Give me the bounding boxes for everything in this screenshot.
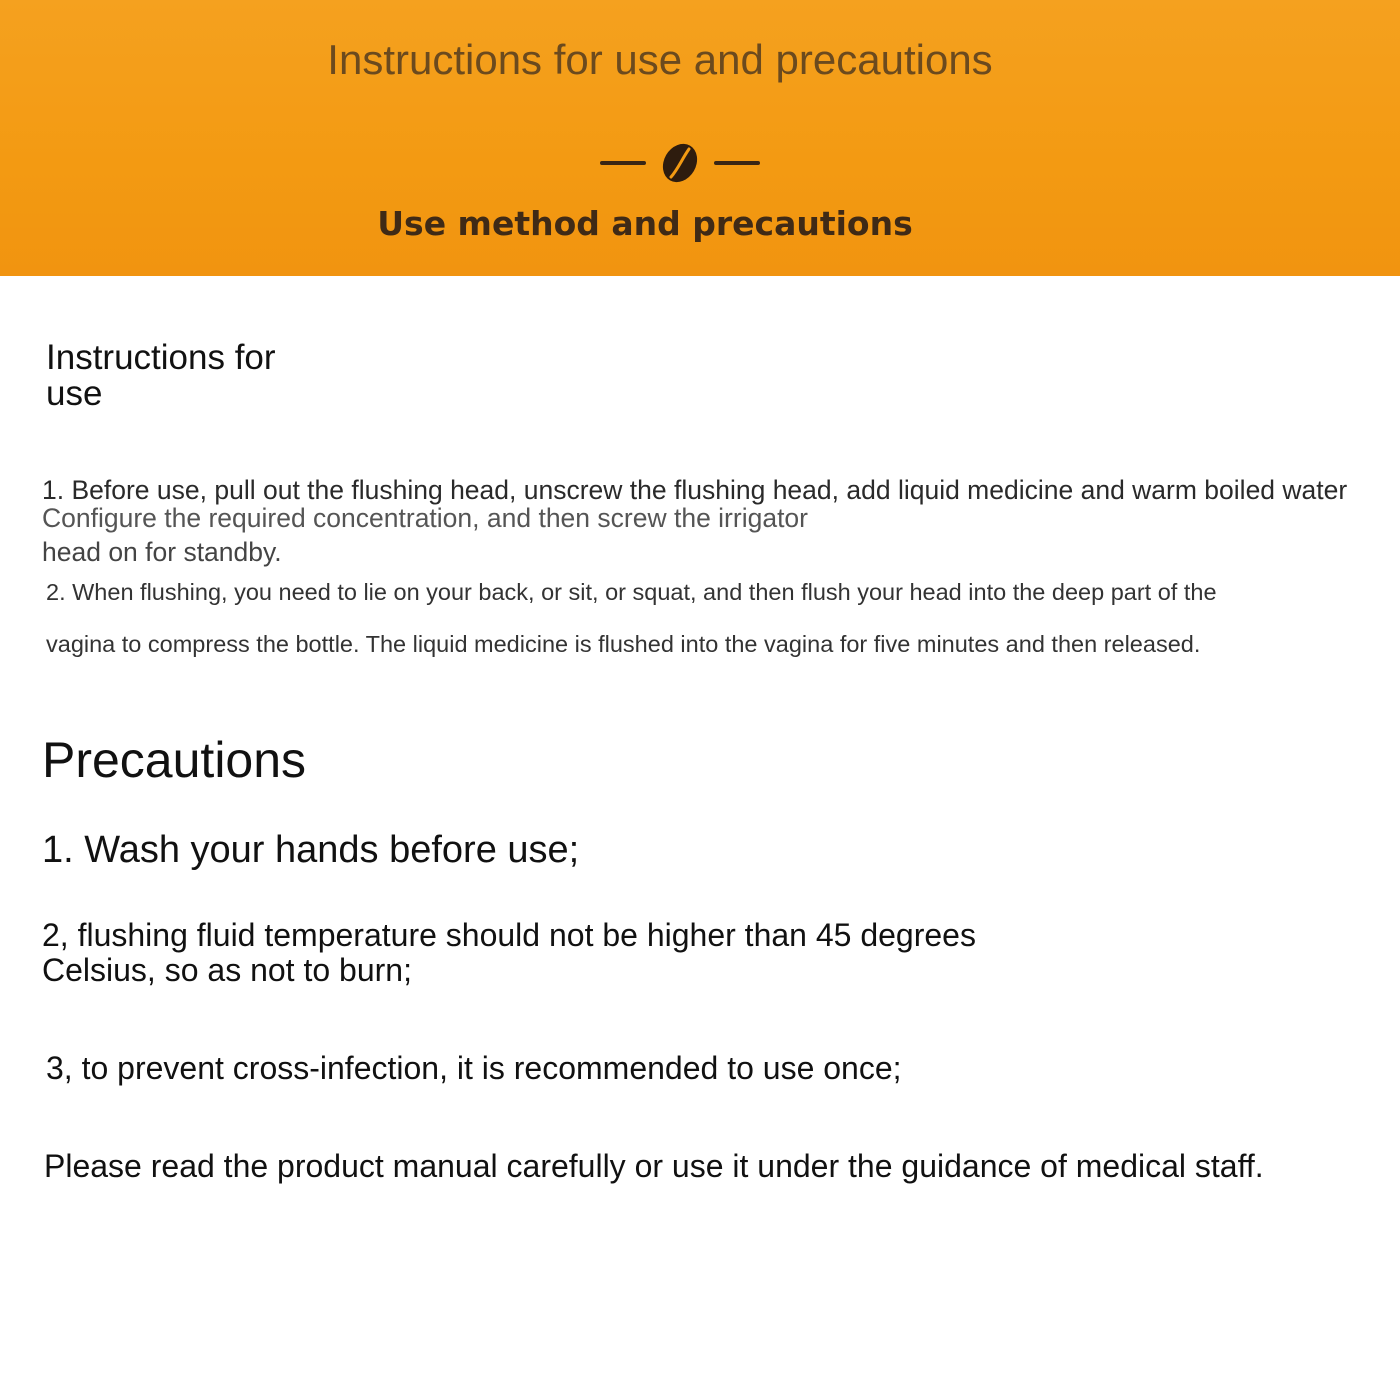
precaution-note: Please read the product manual carefully or use it under the guidance of medical staff. bbox=[44, 1148, 1264, 1184]
header-banner bbox=[0, 0, 1400, 276]
step-2-line-2: vagina to compress the bottle. The liquid medicine is flushed into the vagina for five minutes and then released. bbox=[46, 631, 1201, 657]
coffee-bean-icon bbox=[660, 141, 700, 185]
precaution-item-2: 2, flushing fluid temperature should not be higher than 45 degrees Celsius, so as not to burn; bbox=[42, 917, 976, 988]
precaution-item-1: 1. Wash your hands before use; bbox=[42, 829, 580, 871]
step-1-line-1: 1. Before use, pull out the flushing head, unscrew the flushing head, add liquid medicine and warm boiled water bbox=[42, 475, 1348, 505]
precaution-item-3: 3, to prevent cross-infection, it is recommended to use once; bbox=[46, 1050, 902, 1086]
instruction-step-2 bbox=[46, 566, 1386, 670]
divider-rule-right bbox=[714, 161, 760, 165]
step-1-line-2: Configure the required concentration, and then screw the irrigator bbox=[42, 503, 808, 533]
step-2-line-1: 2. When flushing, you need to lie on your back, or sit, or squat, and then flush your head into the deep part of the bbox=[46, 579, 1217, 605]
divider-rule-left bbox=[600, 161, 646, 165]
banner-divider bbox=[0, 140, 1360, 186]
banner-title: Instructions for use and precautions bbox=[327, 36, 993, 83]
banner-subtitle: Use method and precautions bbox=[377, 204, 913, 243]
instruction-step-1 bbox=[42, 474, 1394, 568]
precautions-heading: Precautions bbox=[42, 732, 307, 788]
step-1-line-3: head on for standby. bbox=[42, 537, 282, 567]
instructions-heading: Instructions for use bbox=[46, 338, 276, 413]
